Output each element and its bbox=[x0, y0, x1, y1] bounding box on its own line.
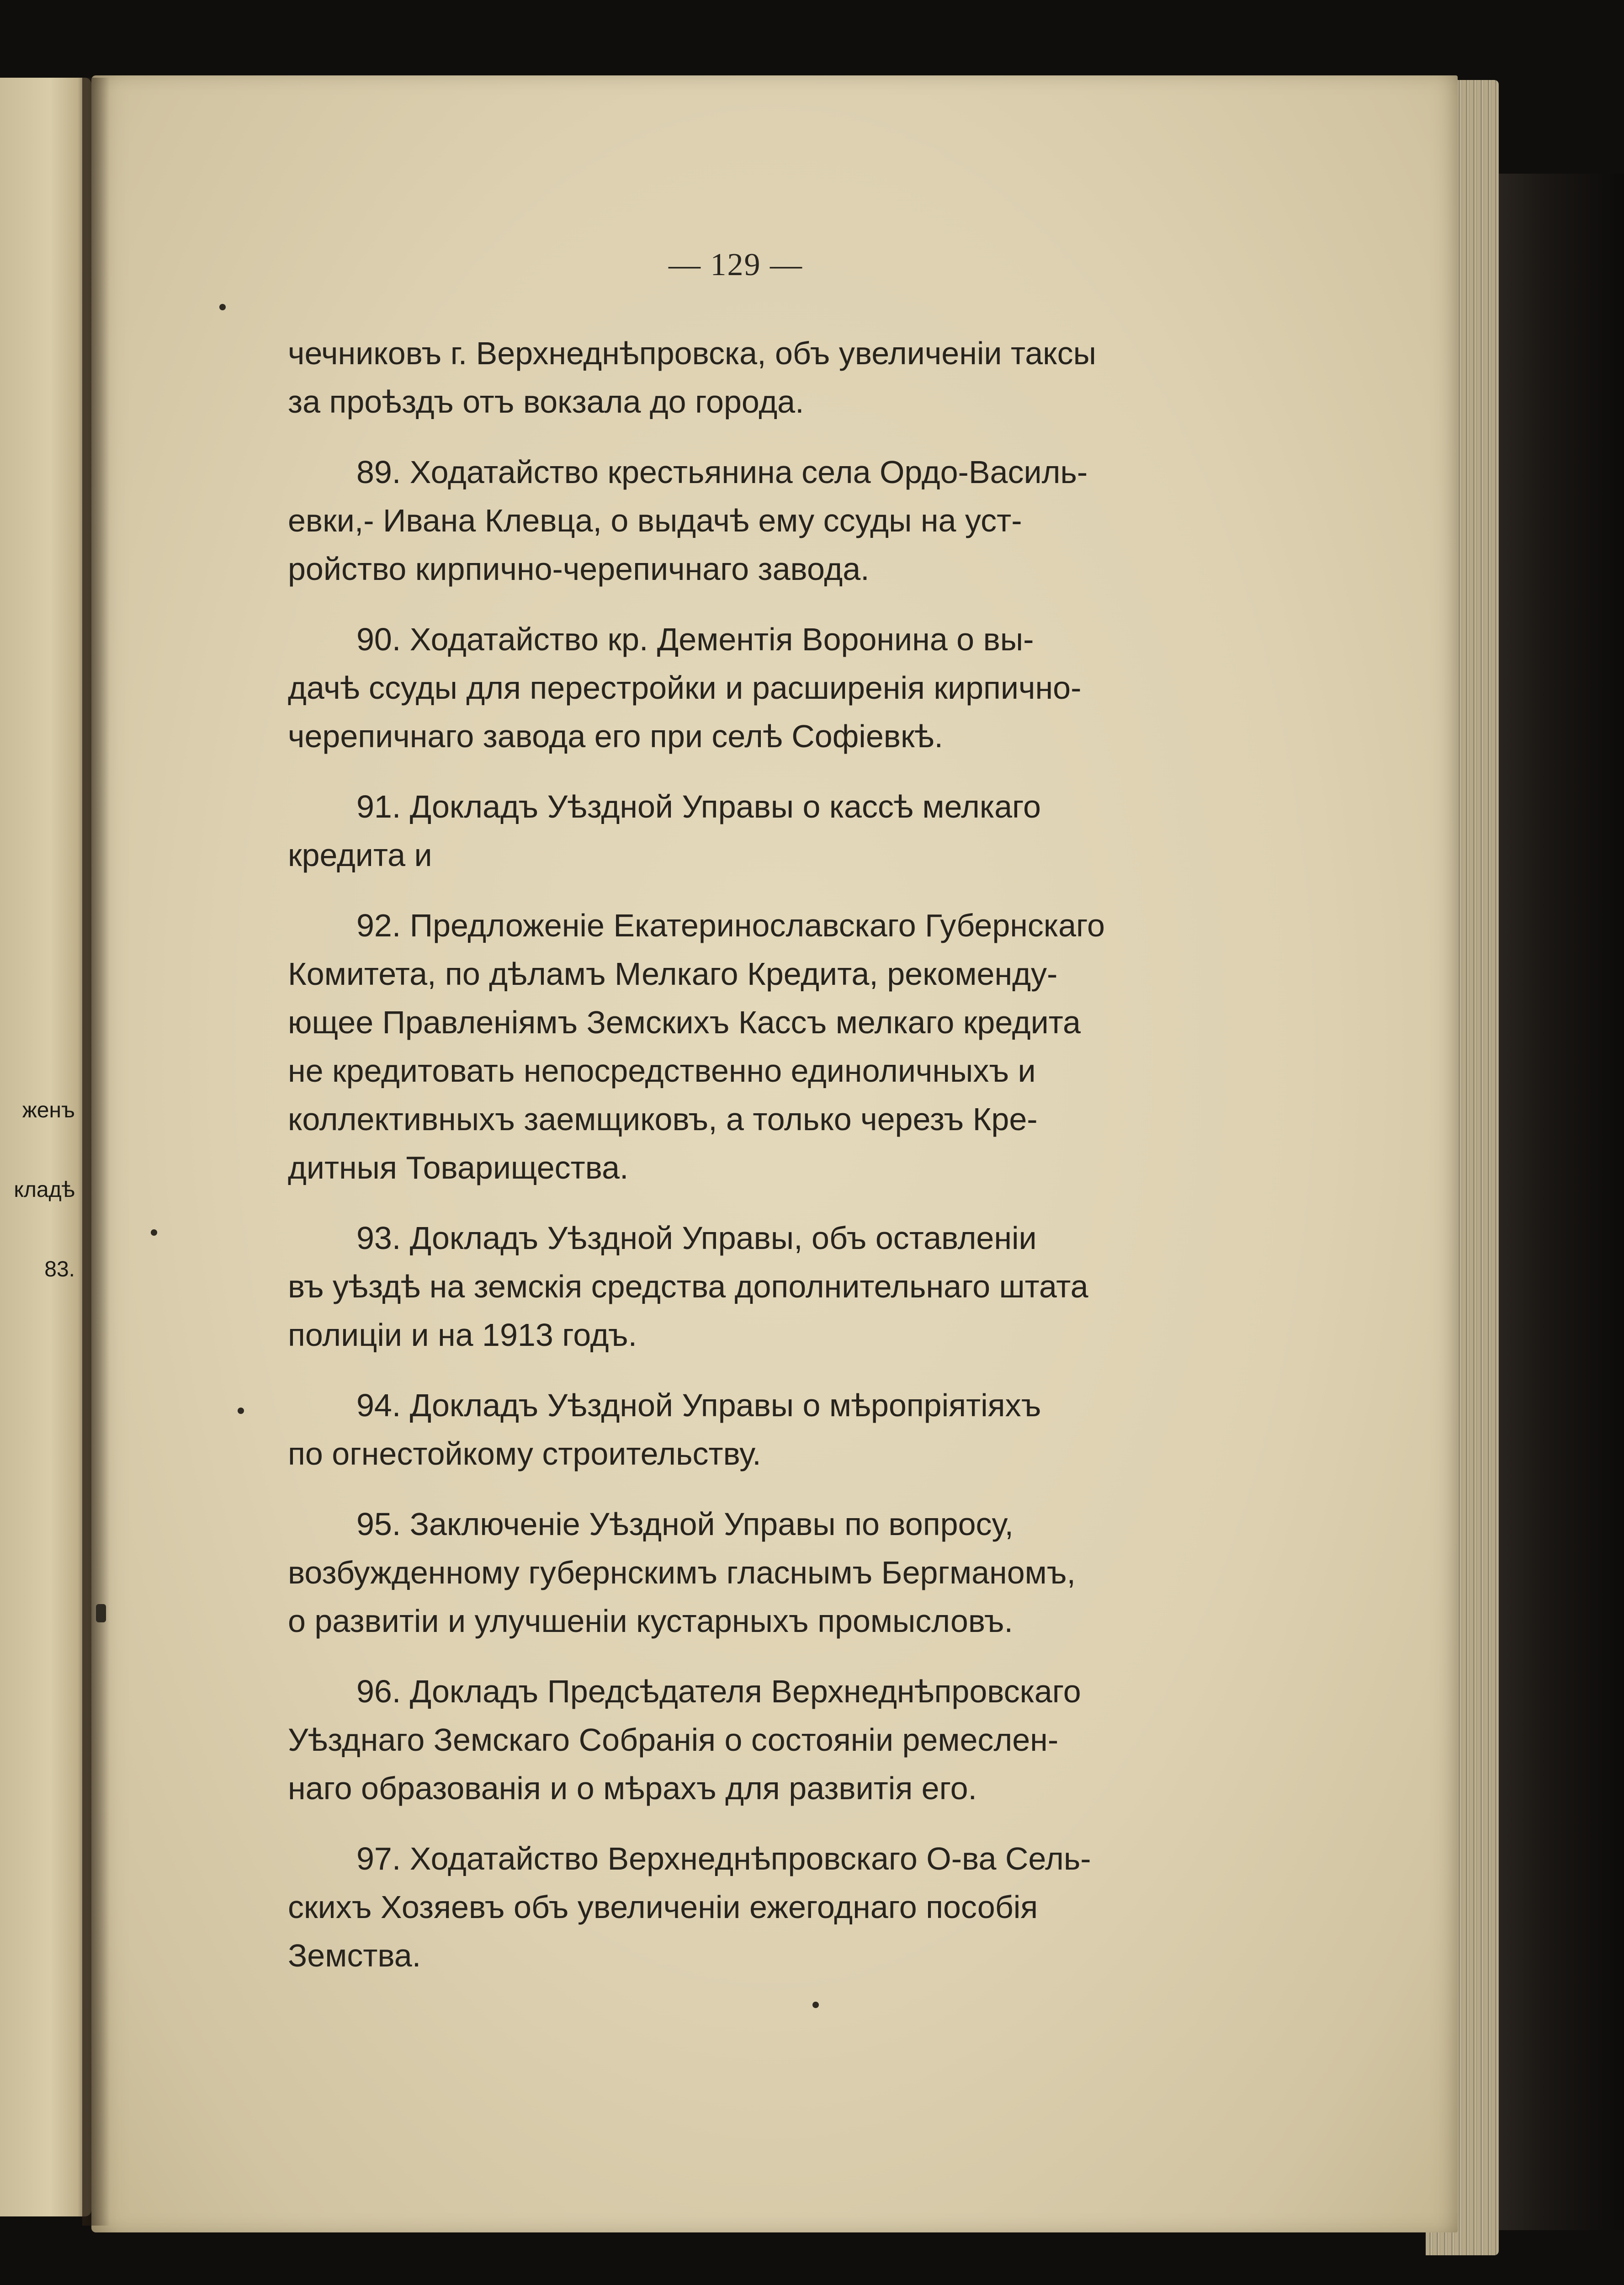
left-page bbox=[0, 78, 91, 2216]
left-fragment-line: 83. bbox=[44, 1257, 75, 1281]
ink-speck bbox=[812, 2002, 819, 2008]
text-line: кредита и bbox=[288, 837, 432, 873]
text-line: о развитiи и улучшенiи кустарныхъ промысловъ. bbox=[288, 1603, 1013, 1639]
paragraph bbox=[288, 1500, 1202, 1645]
paragraph bbox=[288, 1834, 1202, 1980]
text-line: въ уѣздѣ на земскiя средства дополнительнаго штата bbox=[288, 1269, 1088, 1304]
paragraph bbox=[288, 615, 1202, 760]
text-line: полицiи и на 1913 годъ. bbox=[288, 1317, 637, 1353]
page-body bbox=[288, 329, 1202, 1980]
text-line: чечниковъ г. Верхнеднѣпровска, объ увеличенiи таксы bbox=[288, 335, 1096, 371]
text-line: 91. Докладъ Уѣздной Управы о кассѣ мелкаго bbox=[356, 789, 1041, 824]
text-line: 89. Ходатайство крестьянина села Ордо-Василь- bbox=[356, 454, 1088, 490]
text-line: ющее Правленiямъ Земскихъ Кассъ мелкаго кредита bbox=[288, 1004, 1081, 1040]
text-line: Земства. bbox=[288, 1938, 421, 1973]
left-page-text-fragment bbox=[14, 1044, 75, 1336]
text-line: по огнестойкому строительству. bbox=[288, 1436, 761, 1472]
text-line: не кредитовать непосредственно единоличныхъ и bbox=[288, 1053, 1036, 1089]
paragraph bbox=[288, 782, 1202, 879]
ink-speck bbox=[96, 1604, 106, 1622]
text-line: 97. Ходатайство Верхнеднѣпровскаго О-ва Сель- bbox=[356, 1841, 1091, 1876]
ink-speck bbox=[238, 1408, 244, 1414]
spine-shadow bbox=[82, 78, 110, 2226]
page-number-header: — 129 — bbox=[669, 247, 803, 282]
text-line: дачѣ ссуды для перестройки и расширенiя кирпично- bbox=[288, 670, 1082, 706]
text-line: наго образованiя и о мѣрахъ для развитiя его. bbox=[288, 1770, 977, 1806]
text-line: 92. Предложенiе Екатеринославскаго Губернскаго bbox=[356, 908, 1105, 943]
text-line: ройство кирпично-черепичнаго завода. bbox=[288, 551, 870, 587]
text-line: черепичнаго завода его при селѣ Софiевкѣ. bbox=[288, 718, 943, 754]
left-fragment-line: кладѣ bbox=[14, 1178, 75, 1202]
paragraph bbox=[288, 901, 1202, 1192]
ink-speck bbox=[219, 304, 226, 310]
paragraph bbox=[288, 1381, 1202, 1478]
text-line: евки,- Ивана Клевца, о выдачѣ ему ссуды на уст- bbox=[288, 503, 1022, 538]
paragraph bbox=[288, 1667, 1202, 1812]
text-line: коллективныхъ заемщиковъ, а только черезъ Кре- bbox=[288, 1101, 1038, 1137]
paragraph bbox=[288, 448, 1202, 593]
ink-speck bbox=[151, 1229, 157, 1236]
text-line: дитныя Товарищества. bbox=[288, 1150, 629, 1185]
text-line: 90. Ходатайство кр. Дементiя Воронина о вы- bbox=[356, 622, 1034, 657]
text-line: возбужденному губернскимъ гласнымъ Бергманомъ, bbox=[288, 1555, 1076, 1590]
paragraph bbox=[288, 329, 1202, 426]
paragraph bbox=[288, 1214, 1202, 1359]
left-fragment-line: женъ bbox=[22, 1098, 75, 1122]
text-line: 96. Докладъ Предсѣдателя Верхнеднѣпровскаго bbox=[356, 1674, 1081, 1709]
book-cover bbox=[1494, 174, 1624, 2230]
text-line: скихъ Хозяевъ объ увеличенiи ежегоднаго пособiя bbox=[288, 1889, 1038, 1925]
text-line: Комитета, по дѣламъ Мелкаго Кредита, рекоменду- bbox=[288, 956, 1058, 992]
text-line: 94. Докладъ Уѣздной Управы о мѣропрiятiяхъ bbox=[356, 1387, 1041, 1423]
text-line: 95. Заключенiе Уѣздной Управы по вопросу, bbox=[356, 1506, 1014, 1542]
text-line: за проѣздъ отъ вокзала до города. bbox=[288, 384, 804, 420]
text-line: 93. Докладъ Уѣздной Управы, объ оставленiи bbox=[356, 1220, 1037, 1256]
text-line: Уѣзднаго Земскаго Собранiя о состоянiи ремеслен- bbox=[288, 1722, 1059, 1758]
